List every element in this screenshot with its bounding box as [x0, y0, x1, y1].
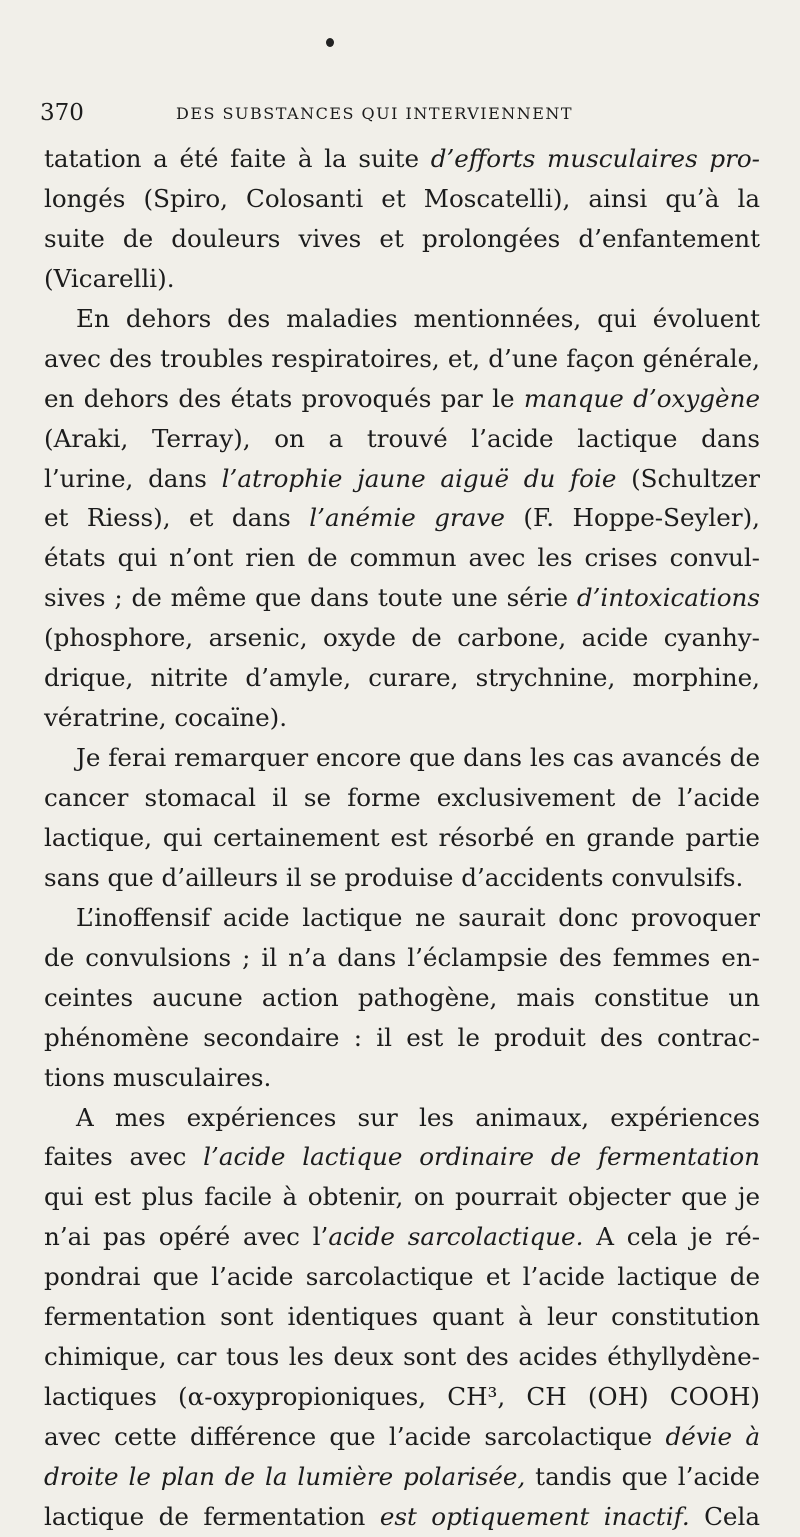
body-text: [44, 139, 760, 1537]
text-run: suite de douleurs vives et prolongées d’enfantement: [44, 223, 760, 253]
text-line: [44, 658, 760, 698]
text-run: chimique, car tous les deux sont des acides éthyllydène-: [44, 1342, 760, 1372]
italic-run: l’acide lactique ordinaire de fermentation: [203, 1142, 760, 1172]
text-run: L’inoffensif acide lactique ne saurait donc provoquer: [76, 902, 760, 932]
text-line: [44, 219, 760, 259]
text-run: A mes expériences sur les animaux, expériences: [76, 1102, 760, 1132]
text-line: [44, 978, 760, 1018]
text-line: [44, 419, 760, 459]
text-run: l’urine, dans: [44, 463, 222, 493]
text-line: [44, 938, 760, 978]
text-run: qui est plus facile à obtenir, on pourrait objecter que je: [44, 1182, 760, 1212]
text-line: [44, 1098, 760, 1138]
italic-run: dévie à: [665, 1422, 760, 1451]
text-line: [44, 379, 760, 419]
italic-run: droite le plan de la lumière polarisée,: [44, 1461, 526, 1491]
text-run: tions musculaires.: [44, 1062, 272, 1092]
page-header: [40, 100, 780, 130]
text-line: [44, 339, 760, 379]
text-run: lactique de fermentation: [44, 1501, 380, 1531]
text-line: [44, 1457, 760, 1497]
text-run: lactiques (α-oxypropioniques, CH³, CH (OH) COOH): [44, 1382, 760, 1412]
text-run: longés (Spiro, Colosanti et Moscatelli), ainsi qu’à la: [44, 183, 760, 213]
text-run: (Araki, Terray), on a trouvé l’acide lactique dans: [44, 423, 760, 453]
text-run: cancer stomacal il se forme exclusivement de l’acide: [44, 783, 760, 812]
text-line: [44, 538, 760, 578]
text-line: [44, 1297, 760, 1337]
text-run: sives ; de même que dans toute une série: [44, 583, 577, 613]
italic-run: acide sarcolactique.: [328, 1222, 584, 1252]
text-line: [44, 1217, 760, 1257]
text-line: [44, 1137, 760, 1177]
text-line: [44, 818, 760, 858]
text-run: n’ai pas opéré avec l’: [44, 1222, 329, 1252]
italic-run: est optiquement inactif.: [379, 1501, 690, 1531]
text-run: et Riess), et dans: [44, 503, 310, 533]
text-run: A cela je ré-: [583, 1222, 760, 1252]
italic-run: l’atrophie jaune aiguë du foie: [221, 463, 617, 493]
text-line: [44, 179, 760, 219]
text-run: phénomène secondaire : il est le produit des contrac-: [44, 1022, 760, 1052]
text-run: Je ferai remarquer encore que dans les cas avancés de: [76, 743, 760, 773]
italic-run: d’intoxications: [576, 583, 760, 613]
text-line: [44, 1177, 760, 1217]
text-line: [44, 858, 760, 898]
text-run: faites avec: [44, 1142, 204, 1172]
text-run: (phosphore, arsenic, oxyde de carbone, acide cyanhy-: [44, 623, 760, 653]
text-line: [44, 1257, 760, 1297]
italic-run: l’anémie grave: [309, 503, 505, 533]
text-run: tatation a été faite à la suite: [44, 144, 431, 173]
text-line: [44, 1497, 760, 1537]
text-run: de convulsions ; il n’a dans l’éclampsie des femmes en-: [44, 942, 760, 972]
text-run: drique, nitrite d’amyle, curare, strychnine, morphine,: [44, 663, 760, 693]
text-run: En dehors des maladies mentionnées, qui évoluent: [76, 303, 760, 333]
text-run: pondrai que l’acide sarcolactique et l’acide lactique de: [44, 1262, 760, 1292]
text-line: [44, 738, 760, 778]
text-run: (Vicarelli).: [44, 263, 175, 293]
text-run: fermentation sont identiques quant à leur constitution: [44, 1302, 760, 1332]
text-run: avec cette différence que l’acide sarcolactique: [44, 1422, 666, 1451]
ink-dot: [326, 38, 334, 47]
text-line: [44, 1058, 760, 1098]
text-line: [44, 139, 760, 179]
text-run: états qui n’ont rien de commun avec les crises convul-: [44, 543, 760, 573]
text-run: vératrine, cocaïne).: [44, 703, 288, 733]
text-run: avec des troubles respiratoires, et, d’une façon générale,: [44, 343, 760, 373]
text-line: [44, 459, 760, 499]
text-run: Cela: [689, 1501, 760, 1531]
text-line: [44, 498, 760, 538]
text-line: [44, 1337, 760, 1377]
text-line: [44, 578, 760, 618]
text-run: lactique, qui certainement est résorbé en grande partie: [44, 822, 760, 852]
text-line: [44, 1018, 760, 1058]
text-line: [44, 618, 760, 658]
italic-run: manque d’oxygène: [523, 383, 760, 413]
text-line: [44, 259, 760, 299]
text-line: [44, 698, 760, 738]
italic-run: d’efforts musculaires pro-: [430, 144, 760, 173]
text-run: ceintes aucune action pathogène, mais constitue un: [44, 982, 760, 1012]
text-line: [44, 898, 760, 938]
text-line: [44, 1377, 760, 1417]
text-line: [44, 778, 760, 818]
text-run: en dehors des états provoqués par le: [44, 383, 524, 413]
text-line: [44, 1417, 760, 1457]
text-run: sans que d’ailleurs il se produise d’accidents convulsifs.: [44, 862, 744, 892]
running-title: DES SUBSTANCES QUI INTERVIENNENT: [176, 104, 574, 123]
text-run: (Schultzer: [616, 463, 760, 493]
text-run: (F. Hoppe-Seyler),: [504, 503, 760, 533]
page-number: 370: [40, 100, 84, 126]
text-run: tandis que l’acide: [525, 1461, 760, 1491]
text-line: [44, 299, 760, 339]
